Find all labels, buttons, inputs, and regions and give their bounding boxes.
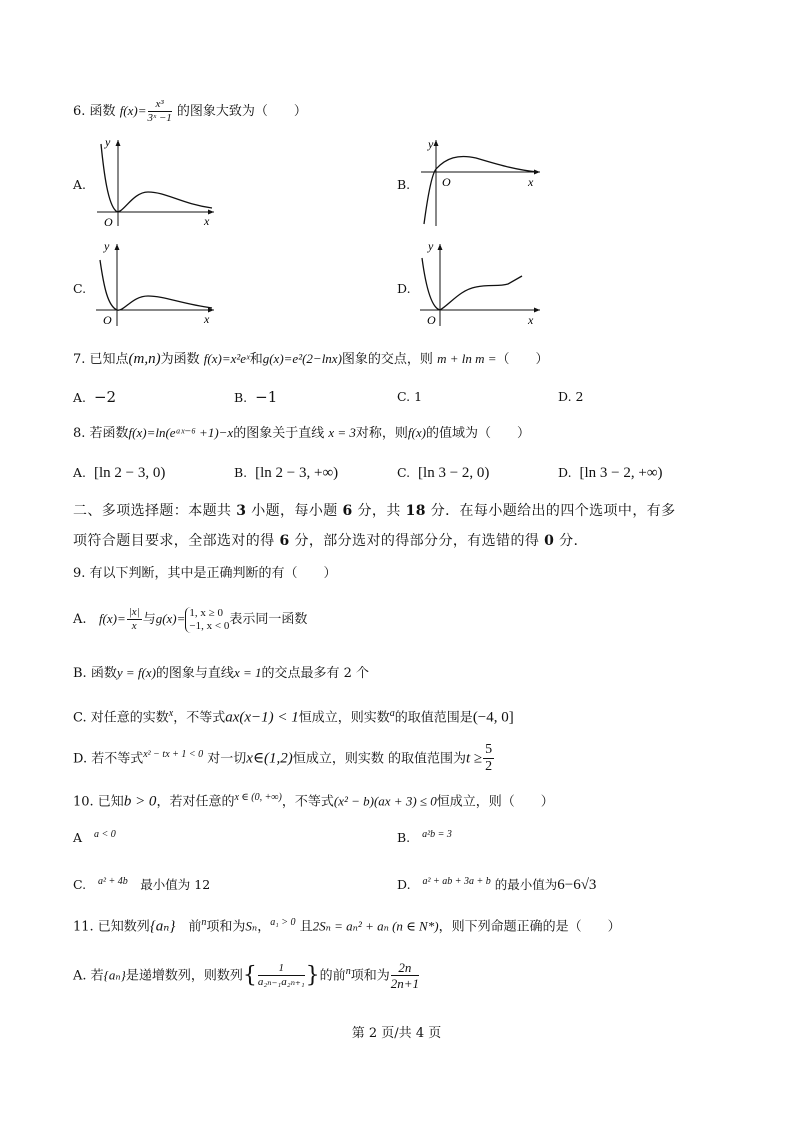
q10-option-b: B. $^{a^2b = 3}$	[397, 829, 452, 846]
q11-option-a: A. 若{aₙ}是递增数列，则数列{ $\frac{1}{\text{a₂ₙ₋₁a₂ₙ₊₁}}$ }的前$^n$项和为 $\frac{2n}{2n+1}$	[73, 960, 419, 992]
q8-option-d: D. [ln 3 − 2, +∞)	[558, 465, 663, 481]
q9-option-c: C. 对任意的实数$^x$，不等式ax(x−1) < 1恒成立，则实数$^a$的取值范围是(−4, 0]	[73, 708, 514, 726]
page-footer: 第 2 页/共 4 页	[351, 1026, 442, 1041]
q7-option-b: B. −1	[234, 388, 278, 406]
q6-graph-c	[92, 238, 222, 330]
q6-graph-a	[92, 134, 222, 229]
axis-x-label: x	[204, 312, 210, 326]
origin-label: O	[103, 313, 112, 327]
axis-x-label: x	[528, 175, 534, 189]
q6-graph-d	[416, 238, 546, 330]
q10-stem: 10. 已知b > 0，若对任意的$^{x \in (0, +\infty)}$，不等式(x² − b)(ax + 3) ≤ 0恒成立，则（ ）	[73, 792, 554, 810]
q8-option-c: C. [ln 3 − 2, 0)	[397, 465, 490, 481]
q11-stem: 11. 已知数列{aₙ} 前$^n$项和为Sₙ，$^{a_1 > 0}$ 且2Sₙ = aₙ² + aₙ (n ∈ N*)，则下列命题正确的是（ ）	[73, 917, 621, 935]
axis-x-label: x	[528, 313, 534, 327]
q7-stem: 7. 已知点(m,n)为函数 f(x)=x²eˣ和g(x)=e²(2−lnx)图象的交点，则 m + ln m =（ ）	[73, 351, 549, 367]
q9-option-a: A. f(x)= $\frac{|x|}{x}$ 与g(x)= 1, x ≥ 0 −1, x < 0 表示同一函数	[73, 606, 308, 632]
q10-option-a: A $^{a < 0}$	[73, 829, 116, 846]
q9-option-d: D. 若不等式$^{x^2 - tx + 1 < 0}$ 对一切x∈(1,2)恒成立，则实数 的取值范围为t ≥ $\frac{5}{2}$	[73, 742, 493, 775]
axis-y-label: y	[428, 239, 434, 253]
q6-option-d-label: D.	[397, 281, 411, 296]
q7-option-a: A. −2	[73, 388, 117, 406]
section2-line1: 二、多项选择题：本题共 3 小题，每小题 6 分，共 18 分．在每小题给出的四个选项中，有多	[73, 503, 676, 519]
axis-y-label: y	[428, 137, 434, 151]
axis-x-label: x	[204, 214, 210, 228]
origin-label: O	[427, 313, 436, 327]
q10-option-c: C. $^{a^2 + 4b}$ 最小值为 12	[73, 876, 211, 893]
q9-stem: 9. 有以下判断，其中是正确判断的有（ ）	[73, 566, 337, 581]
axis-y-label: y	[104, 239, 110, 253]
section2-line2: 项符合题目要求，全部选对的得 6 分，部分选对的得部分分，有选错的得 0 分.	[73, 533, 579, 549]
q6-option-b-label: B.	[397, 177, 411, 192]
q10-option-d: D. $^{a^2 + ab + 3a + b}$ 的最小值为6−6√3	[397, 876, 597, 894]
q8-stem: 8. 若函数f(x)=ln(eᵃˣ⁻⁶ +1)−x的图象关于直线 x = 3对称，则f(x)的值域为（ ）	[73, 425, 530, 441]
axis-y-label: y	[105, 135, 111, 149]
q6-option-c-label: C.	[73, 281, 87, 296]
q6-graph-b	[416, 134, 546, 229]
q6-option-a-label: A.	[73, 177, 87, 192]
q7-option-d: D. 2	[558, 389, 584, 404]
origin-label: O	[442, 175, 451, 189]
q9-option-b: B. 函数y = f(x)的图象与直线x = 1的交点最多有 2 个	[73, 665, 370, 681]
origin-label: O	[104, 215, 113, 229]
q6-stem: 6. 函数 f(x)= $\frac{\text{x³}}{\text{3ˣ −1}}$ 的图象大致为（ ）	[73, 98, 307, 124]
q8-option-a: A. [ln 2 − 3, 0)	[73, 465, 166, 481]
q8-option-b: B. [ln 2 − 3, +∞)	[234, 465, 339, 481]
q7-option-c: C. 1	[397, 389, 423, 404]
